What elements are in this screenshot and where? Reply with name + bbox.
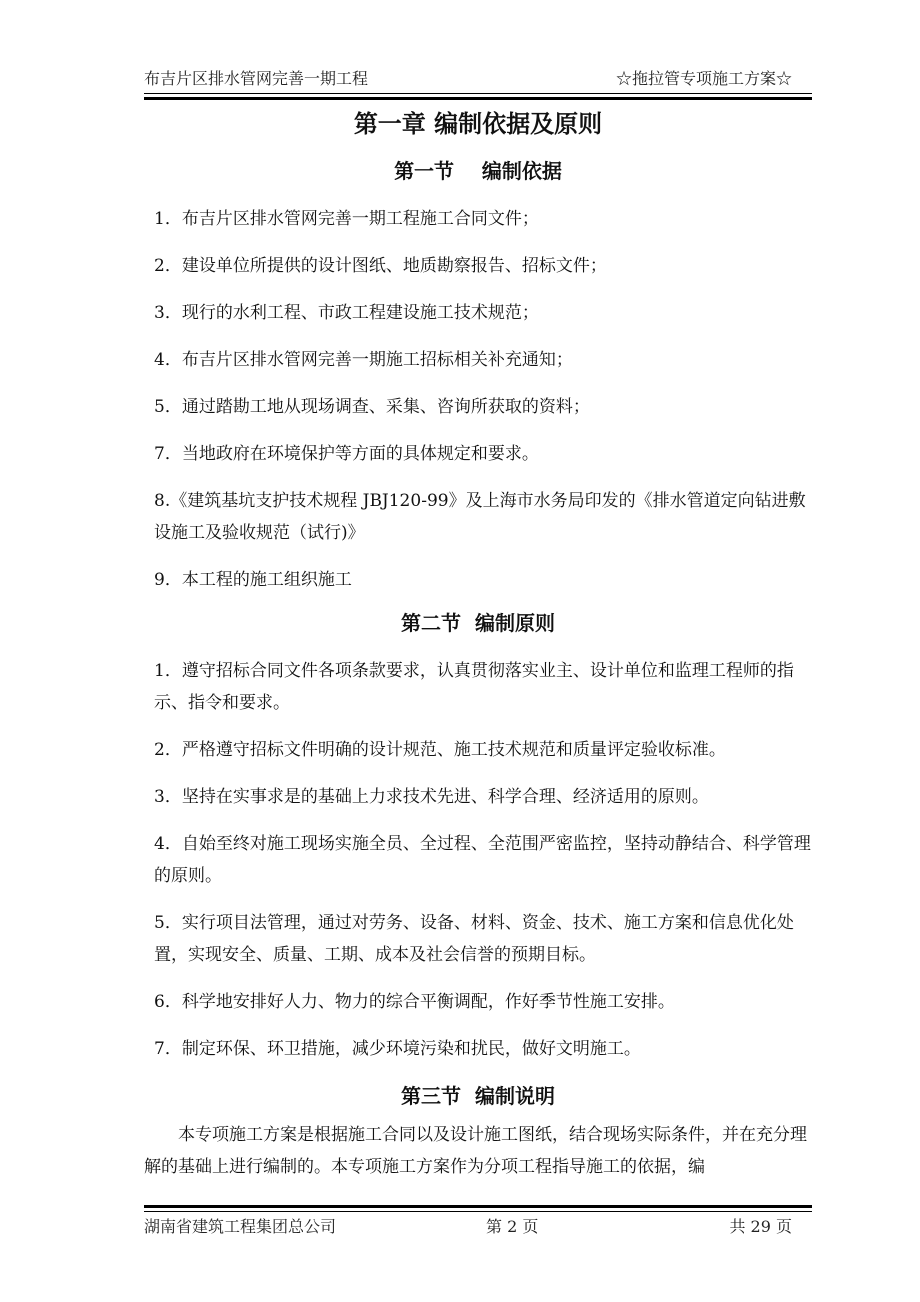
- notes-paragraph: 本专项施工方案是根据施工合同以及设计施工图纸，结合现场实际条件，并在充分理解的基础上进行编制的。本专项施工方案作为分项工程指导施工的依据，编: [144, 1125, 807, 1177]
- list-item: 4．自始至终对施工现场实施全员、全过程、全范围严密监控，坚持动静结合、科学管理的原则。: [154, 834, 811, 886]
- list-item: 2．建设单位所提供的设计图纸、地质勘察报告、招标文件；: [154, 256, 607, 276]
- list-item: 4．布吉片区排水管网完善一期施工招标相关补充通知；: [154, 350, 573, 370]
- section-title-basis: 第一节 编制依据: [394, 159, 562, 183]
- header-rule-thin: [144, 93, 812, 94]
- list-item: 7．当地政府在环境保护等方面的具体规定和要求。: [154, 444, 539, 464]
- section-title-notes: 第三节 编制说明: [401, 1084, 555, 1108]
- list-item: 9．本工程的施工组织施工: [154, 570, 352, 590]
- list-item: 6．科学地安排好人力、物力的综合平衡调配，作好季节性施工安排。: [154, 992, 675, 1012]
- list-item: 3．现行的水利工程、市政工程建设施工技术规范；: [154, 303, 539, 323]
- chapter-title: 第一章 编制依据及原则: [353, 110, 603, 138]
- list-item: 1．遵守招标合同文件各项条款要求，认真贯彻落实业主、设计单位和监理工程师的指示、指令和要求。: [154, 661, 794, 713]
- list-item: 5．实行项目法管理，通过对劳务、设备、材料、资金、技术、施工方案和信息优化处置，实现安全、质量、工期、成本及社会信誉的预期目标。: [154, 913, 794, 965]
- footer-page-number: 第 2 页: [486, 1217, 539, 1236]
- list-item: 5．通过踏勘工地从现场调查、采集、咨询所获取的资料；: [154, 397, 590, 417]
- footer-rule-thin: [144, 1211, 812, 1212]
- header-document-title: ☆拖拉管专项施工方案☆: [615, 69, 792, 88]
- header-rule-thick: [144, 97, 812, 100]
- section-title-principles: 第二节 编制原则: [401, 611, 555, 635]
- footer-company-name: 湖南省建筑工程集团总公司: [144, 1217, 337, 1236]
- footer-page-total: 共 29 页: [729, 1217, 792, 1236]
- page-header: [144, 66, 792, 90]
- principles-list: [144, 655, 812, 1065]
- list-item: 2．严格遵守招标文件明确的设计规范、施工技术规范和质量评定验收标准。: [154, 740, 726, 760]
- page-footer: [144, 1214, 792, 1238]
- list-item: 1．布吉片区排水管网完善一期工程施工合同文件；: [154, 209, 539, 229]
- list-item: 3．坚持在实事求是的基础上力求技术先进、科学合理、经济适用的原则。: [154, 787, 709, 807]
- header-project-name: 布吉片区排水管网完善一期工程: [144, 69, 369, 88]
- list-item: 7．制定环保、环卫措施，减少环境污染和扰民，做好文明施工。: [154, 1039, 641, 1059]
- list-item: 8.《建筑基坑支护技术规程 JBJ120-99》及上海市水务局印发的《排水管道定向钻进敷设施工及验收规范（试行)》: [154, 491, 806, 543]
- page-body: [144, 104, 812, 1183]
- basis-list: [144, 203, 812, 596]
- footer-rule-thick: [144, 1205, 812, 1208]
